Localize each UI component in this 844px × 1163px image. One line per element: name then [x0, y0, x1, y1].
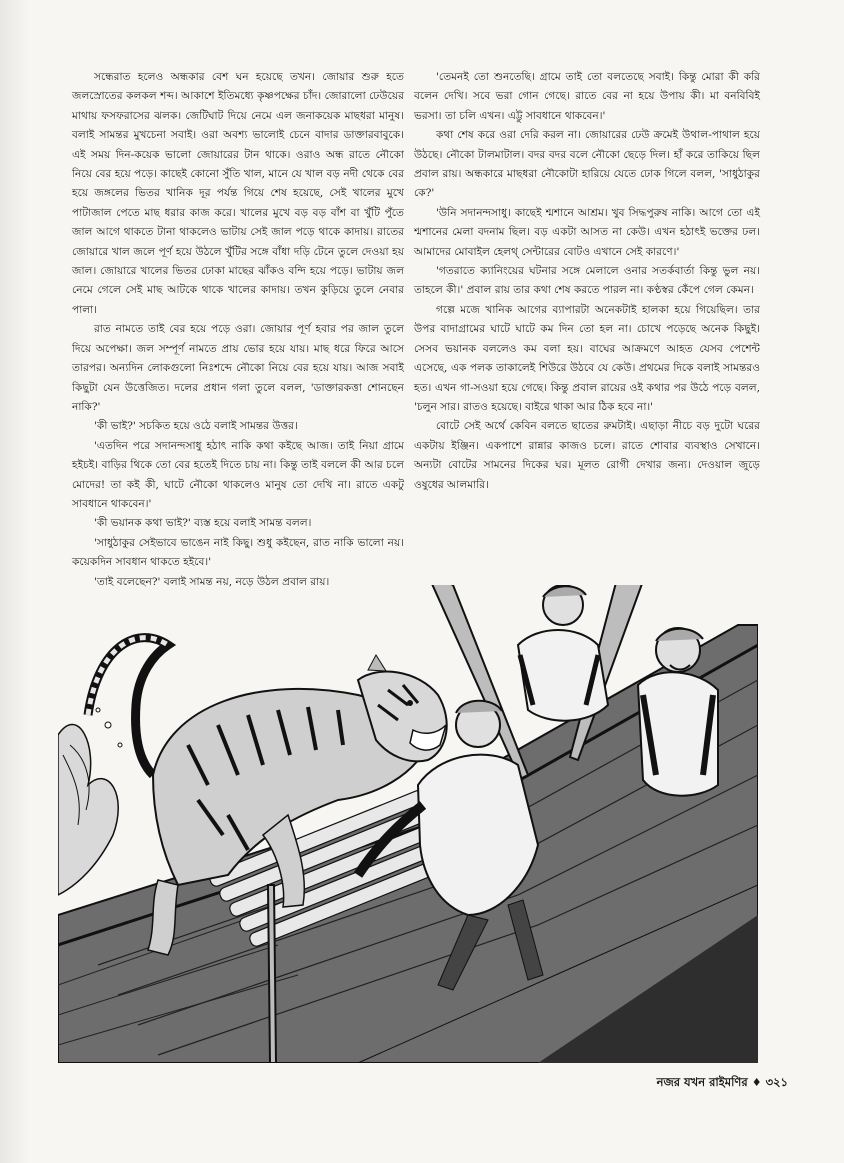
paragraph: কথা শেষ করে ওরা দেরি করল না। জোয়ারের ঢেউ ক্রমেই উথাল-পাথাল হয়ে উঠছে। নৌকো টালমাটাল। বদর বদর বলে নৌকো ছেড়ে দিল। হাঁ করে তাকিয়ে ছিল প্রবাল রায়। অন্ধকারে মাছধরা নৌকোটা হারিয়ে যেতে ঢোক গিলে বলল, 'সাধুঠাকুর কে?' — [414, 129, 760, 200]
tiger-boat-illustration — [58, 585, 758, 1063]
right-text-column — [414, 68, 760, 495]
dialogue-line: 'কী ভয়ানক কথা ভাই?' ব্যস্ত হয়ে বলাই সামন্ত বলল। — [94, 517, 312, 530]
dialogue-line: 'উনি সদানন্দসাধু। কাছেই শ্মশানে আশ্রম। খুব সিদ্ধপুরুষ নাকি। আগে তো এই শ্মশানের মেলা বদনাম ছিল। বড় একটা আসত না কেউ। এখন হঠাৎই ভক্তের ঢল। আমাদের মোবাইল হেলথ্ সেন্টারের বোটও এখানে সেই কারণে।' — [414, 206, 760, 258]
page-number: ৩২১ — [765, 1075, 788, 1089]
dialogue-line: 'তাই বলেছেন?' বলাই সামন্ত নয়, নড়ে উঠল প্রবাল রায়। — [94, 575, 330, 588]
paragraph: বোটে সেই অর্থে কেবিন বলতে ছাতের রুমটাই। এছাড়া নীচে বড় দুটো ঘরের একটায় ইঞ্জিন। একপাশে রান্নার কাজও চলে। রাতে শোবার ব্যবস্থাও সেখানে। অন্যটা বোটের সামনের দিকের ঘর। মূলত রোগী দেখার জন্য। দেওয়াল জুড়ে ওষুধের আলমারি। — [414, 420, 760, 491]
illustration-drawing — [58, 585, 758, 1063]
dialogue-line: 'এতদিন পরে সদানন্দসাধু হঠাৎ নাকি কথা কইছে আজ। তাই নিয়া গ্রামে হইচই। বাড়ির থিকে তো বের হতেই দিতে চায় না। কিন্তু তাই বললে কী আর চলে মোদের! তা কই কী, ঘাটে নৌকো থাকলেও মানুষ তো দেখি না। রাতে একটু সাবধানে থাকবেন।' — [72, 439, 404, 510]
dialogue-line: 'সাধুঠাকুর সেইভাবে ভাঙেন নাই কিছু। শুধু কইছেন, রাত নাকি ভালো নয়। কয়েকদিন সাবধান থাকতে হইবে।' — [72, 536, 404, 569]
dialogue-line: 'তেমনই তো শুনতেছি। গ্রামে তাই তো বলতেছে সবাই। কিন্তু মোরা কী করি বলেন দেখি। সবে ভরা গোন গেছে। রাতে বের না হয়ে উপায় কী। মা বনবিবিই ভরসা। তা চলি এখন। এট্টু সাবধানে থাকবেন।' — [414, 71, 760, 122]
water-splash — [58, 708, 122, 895]
paragraph: সন্ধেরাত হলেও অন্ধকার বেশ ঘন হয়েছে তখন। জোয়ার শুরু হতে জলস্রোতের কলকল শব্দ। আকাশে ইতিমধ্যে কৃষ্ণপক্ষের চাঁদ। জোরালো ঢেউয়ের মাথায় ফসফরাসের ঝলক। জেটিঘাট দিয়ে নেমে এল জনাকয়েক মাছধরা মানুষ। বলাই সামন্তর মুখচেনা সবাই। ওরা অবশ্য ভালোই চেনে বাদার ডাক্তারবাবুকে। এই সময় দিন-কয়েক ভালো জোয়ারের টান থাকে। ওরাও অন্ধ রাতে নৌকো নিয়ে বের হয়ে পড়ে। কাছেই কোনো সুঁতি খাল, মানে যে খাল বড় নদী থেকে বের হয়ে জঙ্গলের ভিতর খানিক দূর পর্যন্ত গিয়ে শেষ হয়েছে, সেই খালের মুখে পাটাজাল পেতে মাছ ধরার কাজ করে। খালের মুখে বড় বড় বাঁশ বা খুঁটি পুঁতে জাল আগে থাকতে টানা থাকলেও ভাটায় সেই জাল পড়ে থাকে কাদায়। রাতের জোয়ারে খাল জলে পূর্ণ হয়ে উঠলে খুঁটির সঙ্গে বাঁধা দড়ি টেনে তুলে দেওয়া হয় জাল। জোয়ারে খালের ভিতর ঢোকা মাছের ঝাঁকও বন্দি হয়ে পড়ে। ভাটায় জল নেমে গেলে সেই মাছ আটকে থাকে খালের কাদায়। তখন কুড়িয়ে তুলে নেবার পালা। — [72, 71, 404, 316]
dialogue-line: 'গতরাতে ক্যানিংয়ের ঘটনার সঙ্গে মেলালে ওনার সতর্কবার্তা কিন্তু ভুল নয়। তাহলে কী।' প্রবাল রায় তার কথা শেষ করতে পারল না। কণ্ঠস্বর কেঁপে গেল কেমন। — [414, 265, 760, 297]
left-text-column — [72, 68, 404, 592]
paragraph: রাত নামতে তাই বের হয়ে পড়ে ওরা। জোয়ার পূর্ণ হবার পর জাল তুলে দিয়ে অপেক্ষা। জল সম্পূর্ণ নামতে প্রায় ভোর হয়ে যায়। মাছ ধরে ফিরে আসে তারপর। অন্যদিন লোকগুলো নিঃশব্দে নৌকো নিয়ে বের হয়ে যায়। আজ সবাই কিছুটা যেন উত্তেজিত। দলের প্রধান গলা তুলে বলল, 'ডাক্তারকত্তা শোনছেন নাকি?' — [72, 323, 404, 413]
dialogue-line: 'কী ভাই?' সচকিত হয়ে ওঠে বলাই সামন্তর উত্তর। — [94, 420, 298, 433]
diamond-icon: ♦ — [751, 1076, 762, 1089]
paragraph: গল্পে মজে খানিক আগের ব্যাপারটা অনেকটাই হালকা হয়ে গিয়েছিল। তার উপর বাদাগ্রামের ঘাটে ঘাটে কম দিন তো হল না। চোখে পড়েছে অনেক কিছুই। সেসব ভয়ানক বললেও কম বলা হয়। বাঘের আক্রমণে আহত যেসব পেশেন্ট এসেছে, এক পলক তাকালেই শিউরে উঠবে যে কেউ। প্রথমের দিকে বলাই সামন্তরও হত। এখন গা-সওয়া হয়ে গেছে। কিন্তু প্রবাল রায়ের ওই কথার পর উঠে পড়ে বলল, 'চলুন সার। রাতও হয়েছে। বাইরে থাকা আর ঠিক হবে না।' — [414, 303, 760, 413]
running-title: নজর যখন রাইমণির — [656, 1075, 748, 1089]
page-footer — [657, 1074, 788, 1093]
